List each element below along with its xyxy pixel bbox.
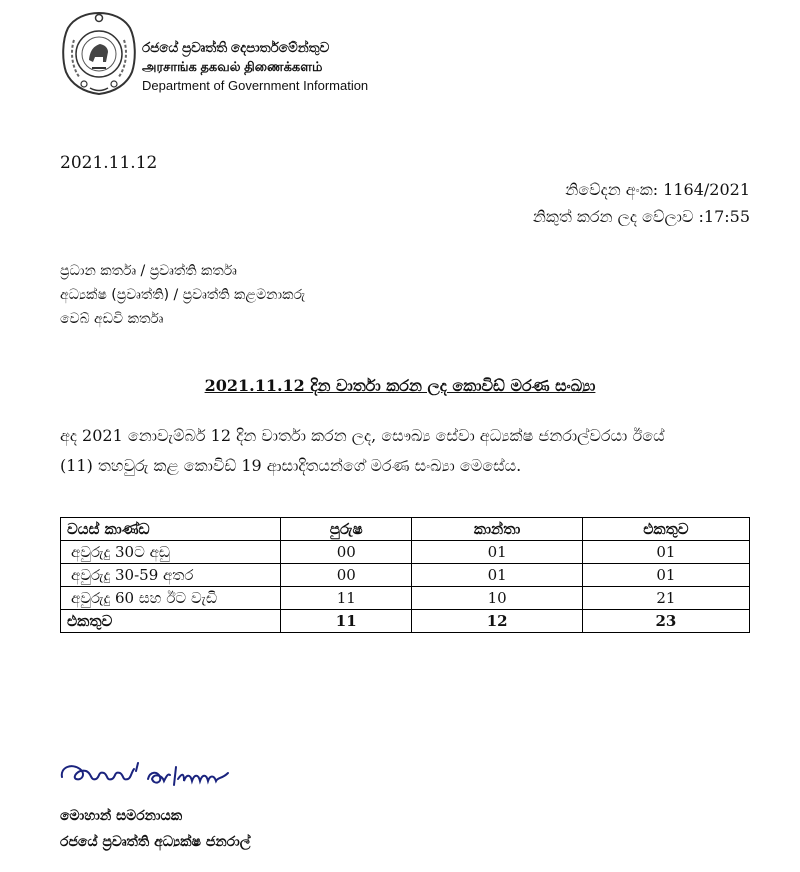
female-count-cell: 01 — [412, 564, 582, 587]
intro-line: (11) තහවුරු කළ කොවිඩ් 19 ආසාදිතයන්ගේ මරණ සංඛ්‍යා මෙසේය. — [60, 456, 522, 475]
male-count-cell: 11 — [281, 587, 412, 610]
table-row — [61, 541, 750, 564]
column-header-male: පුරුෂ — [281, 518, 412, 541]
total-label-cell: එකතුව — [61, 610, 281, 633]
death-statistics-table — [60, 517, 750, 633]
male-count-cell: 00 — [281, 541, 412, 564]
male-count-cell: 00 — [281, 564, 412, 587]
recipient-line: වෙබ් අඩවි කර්තෘ — [60, 311, 164, 327]
release-time: නිකුත් කරන ලද වේලාව :17:55 — [532, 207, 750, 226]
state-emblem-icon — [60, 10, 138, 96]
recipient-list — [60, 259, 305, 331]
female-count-cell: 01 — [412, 541, 582, 564]
age-group-cell: අවුරුදු 60 සහ ඊට වැඩි — [61, 587, 281, 610]
grand-total-cell: 23 — [582, 610, 749, 633]
female-count-cell: 10 — [412, 587, 582, 610]
signatory-name: මොහාන් සමරනායක — [60, 808, 183, 824]
total-count-cell: 01 — [582, 564, 749, 587]
release-number: නිවේදන අංක: 1164/2021 — [565, 180, 750, 199]
department-name-sinhala: රජයේ ප්‍රවෘත්ති දෙපාර්තමේන්තුව — [142, 40, 330, 55]
table-row — [61, 564, 750, 587]
document-date: 2021.11.12 — [60, 153, 158, 173]
signatory — [60, 803, 250, 855]
age-group-cell: අවුරුදු 30ට අඩු — [61, 541, 281, 564]
table-row — [61, 587, 750, 610]
table-total-row — [61, 610, 750, 633]
department-name-english: Department of Government Information — [142, 78, 369, 93]
table-header-row — [61, 518, 750, 541]
column-header-female: කාන්තා — [412, 518, 582, 541]
intro-paragraph — [60, 421, 760, 481]
handwritten-signature — [58, 757, 258, 797]
age-group-cell: අවුරුදු 30-59 අතර — [61, 564, 281, 587]
intro-line: අද 2021 නොවැම්බර් 12 දින වාර්තා කරන ලද, සෞඛ්‍ය සේවා අධ්‍යක්ෂ ජනරාල්වරයා ඊයේ — [60, 426, 665, 445]
signatory-title: රජයේ ප්‍රවෘත්ති අධ්‍යක්ෂ ජනරාල් — [60, 834, 251, 850]
recipient-line: අධ්‍යක්ෂ (ප්‍රවෘත්ති) / ප්‍රවෘත්ති කළමනාකරු — [60, 287, 306, 303]
subject-heading: 2021.11.12 දින වාර්තා කරන ලද කොවිඩ් මරණ සංඛ්‍යා — [204, 376, 596, 395]
total-count-cell: 01 — [582, 541, 749, 564]
column-header-age-group: වයස් කාණ්ඩ — [61, 518, 281, 541]
letterhead — [60, 10, 420, 100]
male-total-cell: 11 — [281, 610, 412, 633]
total-count-cell: 21 — [582, 587, 749, 610]
female-total-cell: 12 — [412, 610, 582, 633]
recipient-line: ප්‍රධාන කර්තෘ / ප්‍රවෘත්ති කර්තෘ — [60, 263, 237, 279]
department-name-tamil: அரசாங்க தகவல் திணைக்களம் — [142, 59, 323, 74]
column-header-total: එකතුව — [582, 518, 749, 541]
release-reference — [533, 176, 750, 230]
